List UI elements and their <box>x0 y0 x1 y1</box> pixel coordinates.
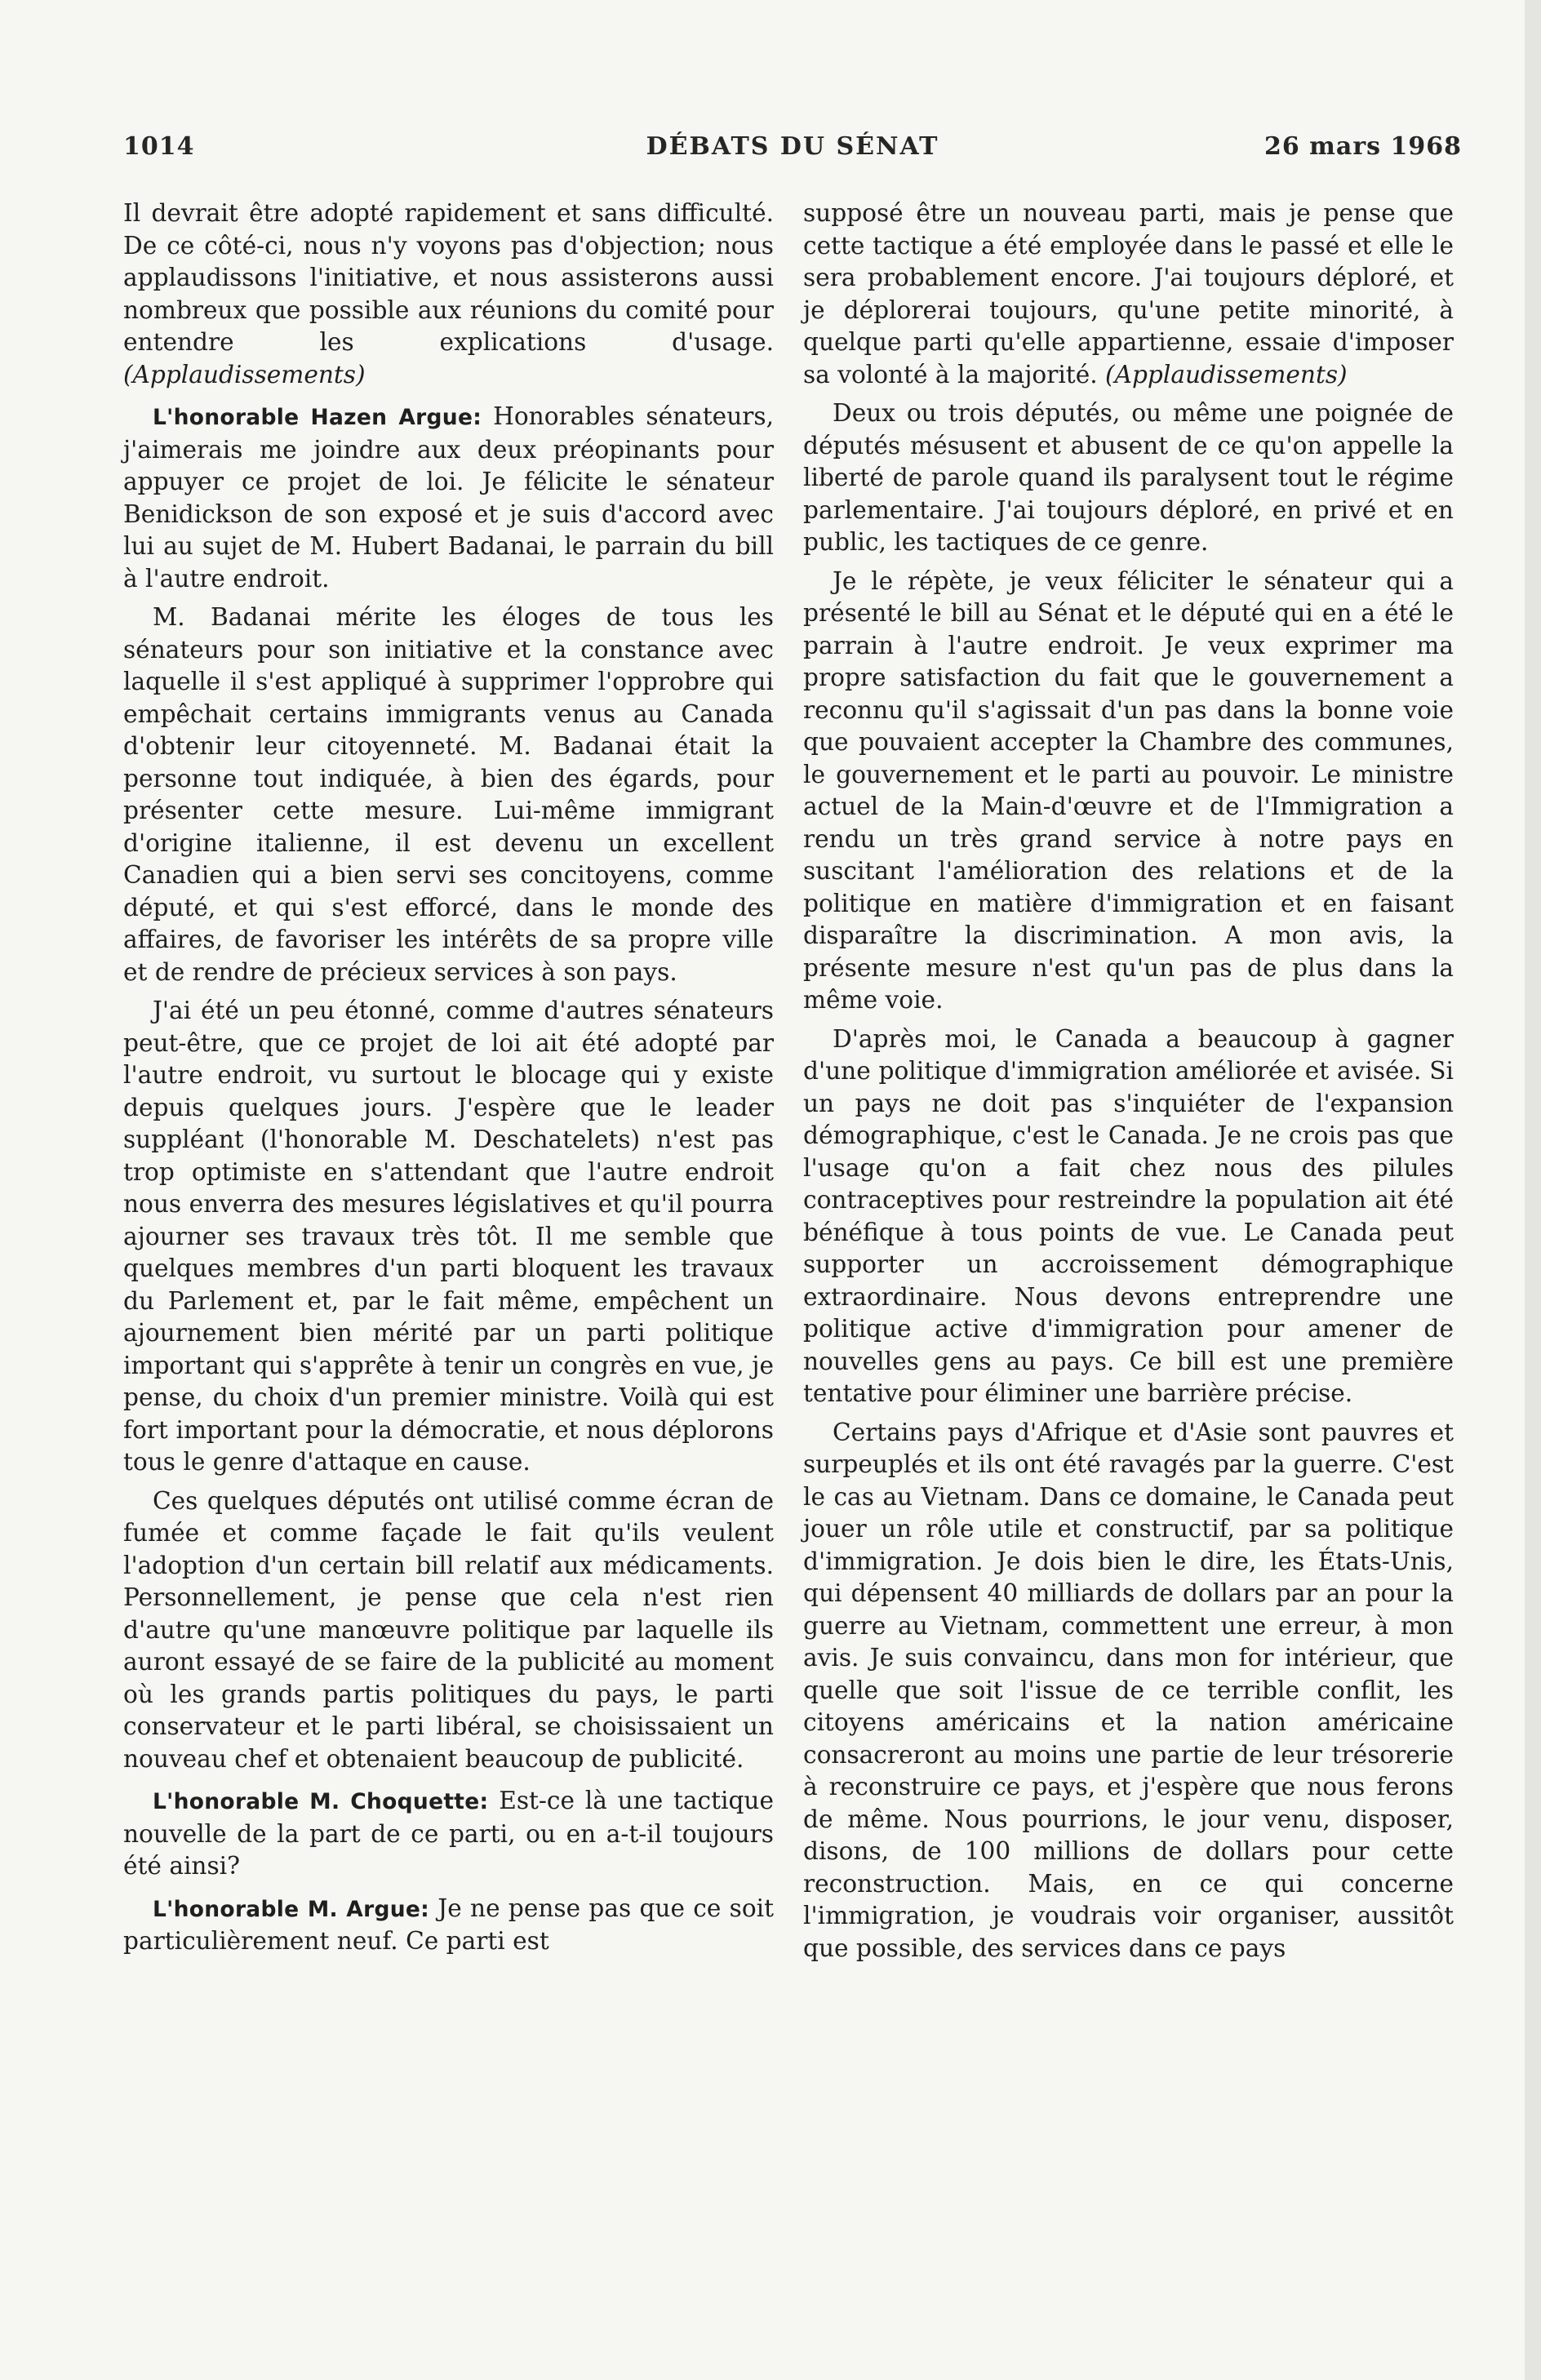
page-date: 26 mars 1968 <box>1263 132 1462 161</box>
speech-paragraph <box>123 1893 774 1958</box>
speech-paragraph <box>123 401 774 595</box>
paragraph: Ces quelques députés ont utilisé comme écran de fumée et comme façade le fait qu'ils veulent l'adoption d'un certain bill relatif aux médicaments. Personnellement, je pense que cela n'est rien d'autre qu'une manœuvre politique par laquelle ils auront essayé de se faire de la publicité au moment où les grands partis politiques du pays, le parti conservateur et le parti libéral, se choisissaient un nouveau chef et obtenaient beaucoup de publicité. <box>123 1486 774 1773</box>
paragraph-text: Je ne pense pas que ce soit particulièrement neuf. Ce parti est <box>123 1894 774 1955</box>
speaker-name: L'honorable Hazen Argue: <box>153 405 482 430</box>
paragraph: Je le répète, je veux féliciter le sénateur qui a présenté le bill au Sénat et le député qui en a été le parrain à l'autre endroit. Je veux exprimer ma propre satisfaction du fait que le gouvernement a reconnu qu'il s'agissait d'un pas dans la bonne voie que pouvaient accepter la Chambre des communes, le gouvernement et le parti au pouvoir. Le ministre actuel de la Main-d'œuvre et de l'Immigration a rendu un très grand service à notre pays en suscitant l'amélioration des relations et de la politique en matière d'immigration et en faisant disparaître la discrimination. A mon avis, la présente mesure n'est qu'un pas de plus dans la même voie. <box>803 566 1454 1014</box>
page-edge <box>1525 0 1541 2380</box>
paragraph-text: Honorables sénateurs, j'aimerais me joindre aux deux préopinants pour appuyer ce projet de loi. Je félicite le sénateur Benidickson de son exposé et je suis d'accord avec lui au sujet de M. Hubert Badanai, le parrain du bill à l'autre endroit. <box>123 402 774 593</box>
paragraph <box>803 198 1454 391</box>
page-header <box>123 132 1462 173</box>
paragraph: J'ai été un peu étonné, comme d'autres sénateurs peut-être, que ce projet de loi ait été adopté par l'autre endroit, vu surtout le blocage qui y existe depuis quelques jours. J'espère que le leader suppléant (l'honorable M. Deschatelets) n'est pas trop optimiste en s'attendant que l'autre endroit nous enverra des mesures législatives et qu'il pourra ajourner ses travaux très tôt. Il me semble que quelques membres d'un parti bloquent les travaux du Parlement et, par le fait même, empêchent un ajournement bien mérité par un parti politique important qui s'apprête à tenir un congrès en vue, je pense, du choix d'un premier ministre. Voilà qui est fort important pour la démocratie, et nous déplorons tous le genre d'attaque en cause. <box>123 997 774 1476</box>
paragraph <box>123 198 774 391</box>
page-number: 1014 <box>123 132 195 161</box>
paragraph-text: supposé être un nouveau parti, mais je pense que cette tactique a été employée dans le passé et elle le sera probablement encore. J'ai toujours déploré, et je déplorerai toujours, qu'une petite minorité, à quelque parti qu'elle appartienne, essaie d'imposer sa volonté à la majorité. <box>803 199 1454 389</box>
left-column <box>123 198 774 1965</box>
applause-note: (Applaudissements) <box>123 360 366 389</box>
speaker-name: L'honorable M. Argue: <box>153 1896 430 1922</box>
publication-title: DÉBATS DU SÉNAT <box>646 132 939 161</box>
paragraph: Deux ou trois députés, ou même une poignée de députés mésusent et abusent de ce qu'on appelle la liberté de parole quand ils paralysent tout le régime parlementaire. J'ai toujours déploré, en privé et en public, les tactiques de ce genre. <box>803 399 1454 556</box>
paragraph: D'après moi, le Canada a beaucoup à gagner d'une politique d'immigration améliorée et avisée. Si un pays ne doit pas s'inquiéter de l'expansion démographique, c'est le Canada. Je ne crois pas que l'usage qu'on a fait chez nous des pilules contraceptives pour restreindre la population ait été bénéfique à tous points de vue. Le Canada peut supporter un accroissement démographique extraordinaire. Nous devons entreprendre une politique active d'immigration pour amener de nouvelles gens au pays. Ce bill est une première tentative pour éliminer une barrière précise. <box>803 1024 1454 1407</box>
paragraph: M. Badanai mérite les éloges de tous les sénateurs pour son initiative et la constance avec laquelle il s'est appliqué à supprimer l'opprobre qui empêchait certains immigrants venus au Canada d'obtenir leur citoyenneté. M. Badanai était la personne tout indiquée, à bien des égards, pour présenter cette mesure. Lui-même immigrant d'origine italienne, il est devenu un excellent Canadien qui a bien servi ses concitoyens, comme député, et qui s'est efforcé, dans le monde des affaires, de favoriser les intérêts de sa propre ville et de rendre de précieux services à son pays. <box>123 603 774 986</box>
paragraph-text: Est-ce là une tactique nouvelle de la part de ce parti, ou en a-t-il toujours été ainsi? <box>123 1787 774 1880</box>
applause-note: (Applaudissements) <box>1105 360 1348 389</box>
speaker-name: L'honorable M. Choquette: <box>153 1789 489 1814</box>
paragraph-text: Il devrait être adopté rapidement et sans difficulté. De ce côté-ci, nous n'y voyons pas d'objection; nous applaudissons l'initiative, et nous assisterons aussi nombreux que possible aux réunions du comité pour entendre les explications d'usage. <box>123 199 774 356</box>
right-column <box>803 198 1454 1971</box>
speech-paragraph <box>123 1785 774 1883</box>
paragraph: Certains pays d'Afrique et d'Asie sont pauvres et surpeuplés et ils ont été ravagés par la guerre. C'est le cas au Vietnam. Dans ce domaine, le Canada peut jouer un rôle utile et constructif, par sa politique d'immigration. Je dois bien le dire, les États-Unis, qui dépensent 40 milliards de dollars par an pour la guerre au Vietnam, commettent une erreur, à mon avis. Je suis convaincu, dans mon for intérieur, que quelle que soit l'issue de ce terrible conflit, les citoyens américains et la nation américaine consacreront au moins une partie de leur trésorerie à reconstruire ce pays, et j'espère que nous ferons de même. Nous pourrions, le jour venu, disposer, disons, de 100 millions de dollars pour cette reconstruction. Mais, en ce qui concerne l'immigration, je voudrais voir organiser, aussitôt que possible, des services dans ce pays <box>803 1418 1454 1962</box>
